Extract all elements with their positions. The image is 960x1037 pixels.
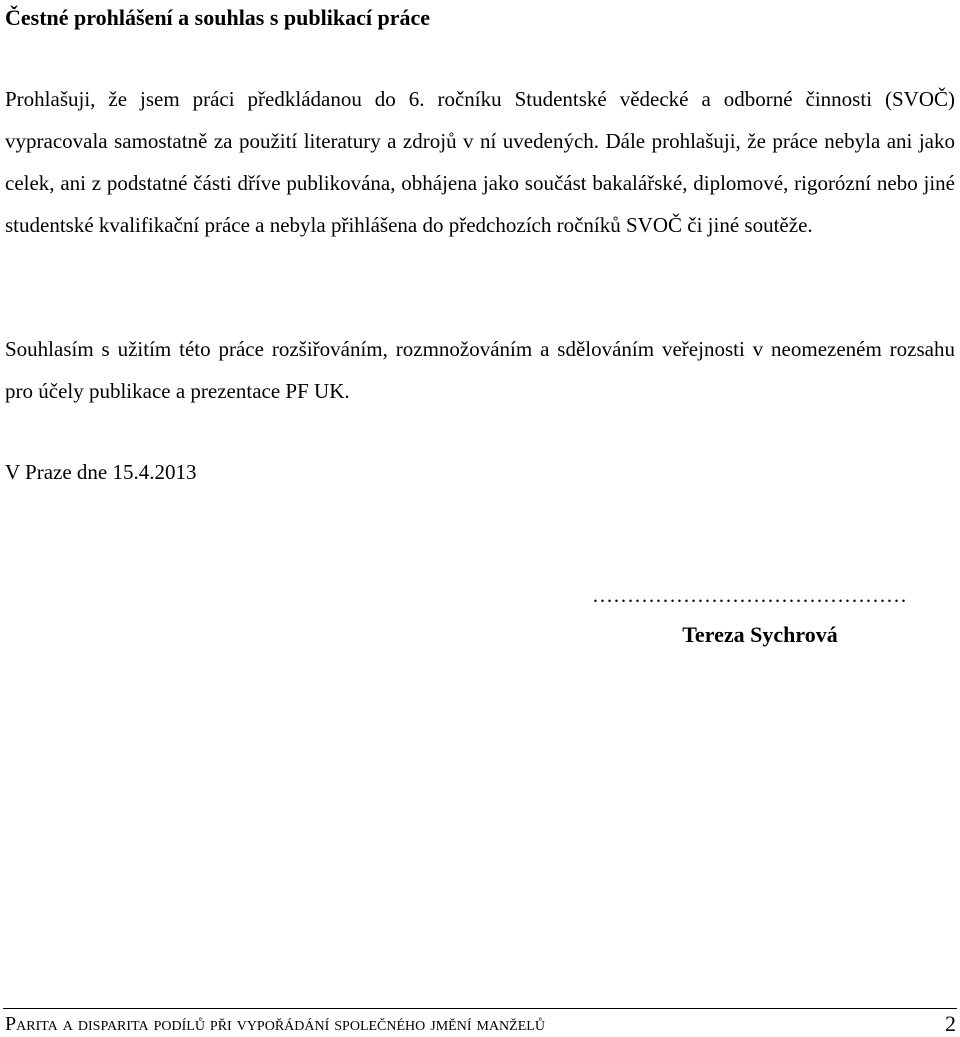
signature-line: ………………………………………	[592, 583, 907, 607]
consent-paragraph: Souhlasím s užitím této práce rozšiřováním, rozmnožováním a sdělováním veřejnosti v neomezeném rozsahu pro účely publikace a prezentace PF UK.	[5, 337, 955, 403]
date-line: V Praze dne 15.4.2013	[5, 460, 197, 484]
declaration-paragraph: Prohlašuji, že jsem práci předkládanou do 6. ročníku Studentské vědecké a odborné činnosti (SVOČ) vypracovala samostatně za použití literatury a zdrojů v ní uvedených. Dále prohlašuji, že práce nebyla ani jako celek, ani z podstatné části dříve publikována, obhájena jako součást bakalářské, diplomové, rigorózní nebo jiné studentské kvalifikační práce a nebyla přihlášena do předchozích ročníků SVOČ či jiné soutěže.	[5, 87, 955, 237]
footer-title: Parita a disparita podílů při vypořádání společného jmění manželů	[5, 1013, 545, 1035]
footer-divider	[3, 1008, 957, 1009]
page-number: 2	[945, 1011, 956, 1036]
signature-name: Tereza Sychrová	[682, 622, 838, 647]
page-title: Čestné prohlášení a souhlas s publikací práce	[5, 5, 431, 30]
